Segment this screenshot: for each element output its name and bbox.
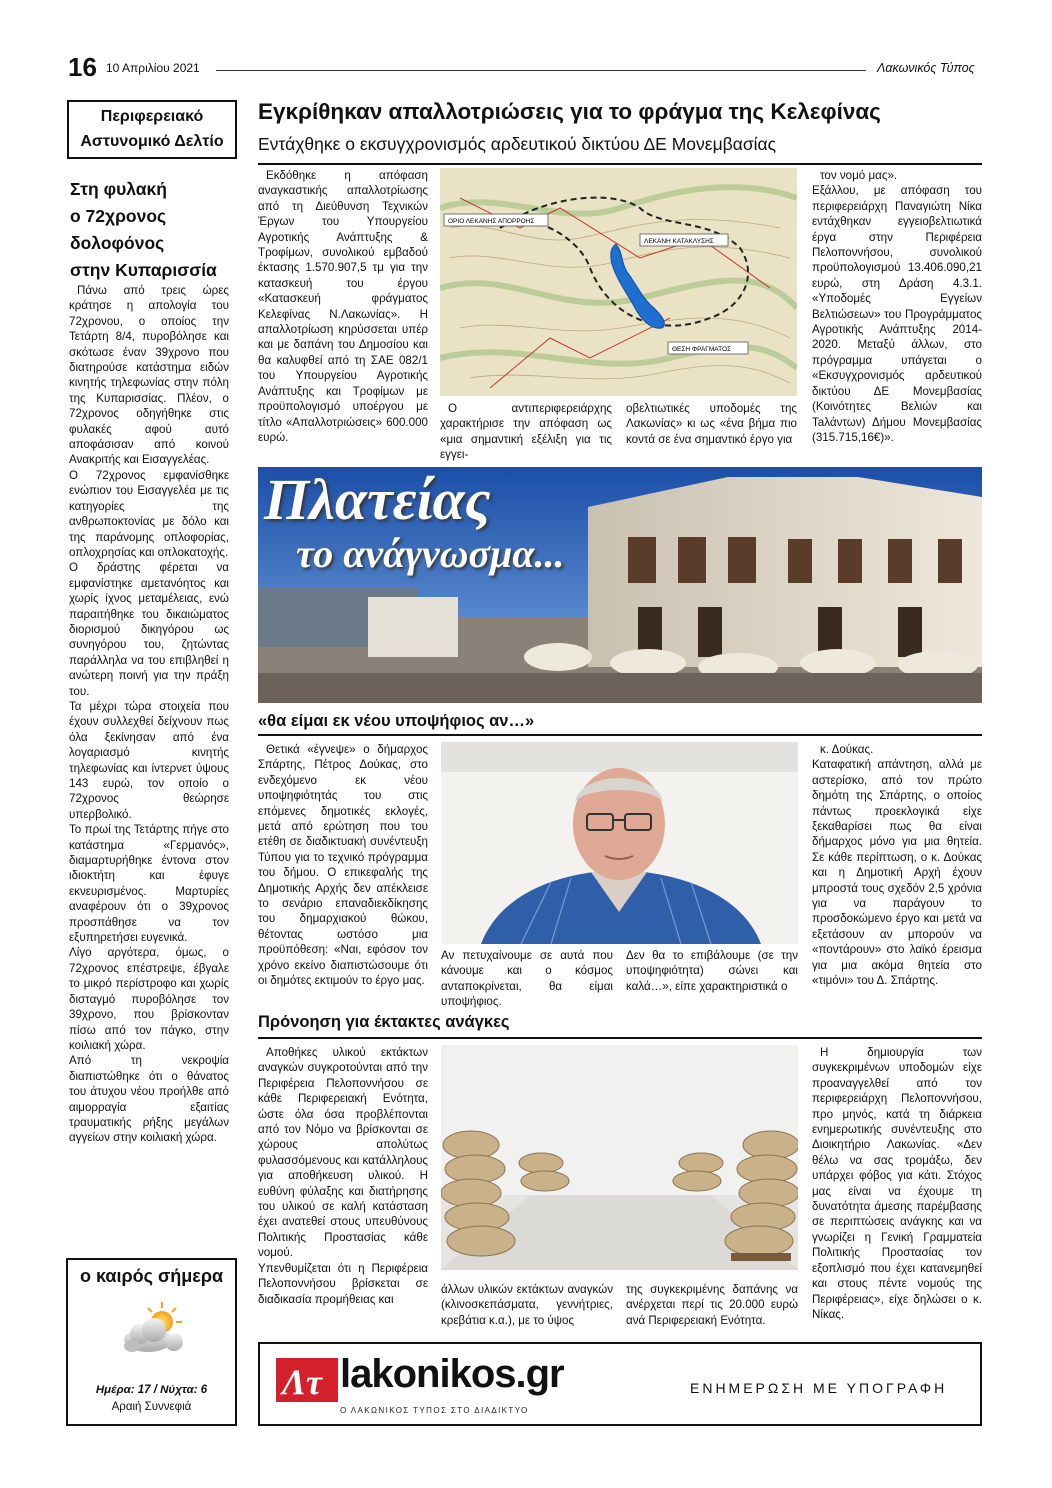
left-headline: Στη φυλακή ο 72χρονος δολοφόνος στην Κυπαρισσία — [70, 179, 217, 280]
article1-caption-left: Ο αντιπεριφερειάρχης χαρακτήρισε την απόφαση ως «μια σημαντική εξέλιξη για τις εγγει- — [440, 402, 612, 462]
article2-col1: Θετικά «έγνεψε» ο δήμαρχος Σπάρτης, Πέτρος Δούκας, στο ενδεχόμενο εκ νέου υποψηφιότητάς του στις επόμενες δημοτικές εκλογές, μετά από ερώτηση που του ετέθη σε διαδικτυακή συνέντευξη Τύπου για το τεχνικό πρόγραμμα του δήμου. Ο επικεφαλής της Δημοτικής Αρχής δεν απέκλεισε το σενάριο επαναδιεκδίκησης του δημαρχιακού θώκου, θέτοντας ωστόσο μια προϋπόθεση: «Ναι, εφόσον τον χρόνο εκείνο διαπιστώσουμε ότι οι δημότες εκτιμούν το έργο μας. — [258, 743, 428, 988]
article1-subheadline: Εντάχθηκε ο εκσυγχρονισμός αρδευτικού δικτύου ΔΕ Μονεμβασίας — [258, 134, 777, 154]
article3-caption-left: άλλων υλικών εκτάκτων αναγκών (κλινοσκεπάσματα, γεννήτριες, κρεβάτια κ.α.), με το ύψος — [441, 1283, 613, 1327]
article2-col3: κ. Δούκας. Καταφατική απάντηση, αλλά με αστερίσκο, από τον πρώτο δημότη της Σπάρτης, ο οποίος πάντως προεκλογικά είχε ξεκαθαρίσει πως θα είναι δήμαρχος μόνο για μια θητεία. Σε κάθε περίπτωση, ο κ. Δούκας και η Δημοτική Αρχή έχουν μπροστά τους σχεδόν 2,5 χρόνια για να παράγουν το προσδοκώμενο έργο και μετά να εξετάσουν αν μπορούν να «ποντάρουν» στο λαϊκό έρεισμα για μια ακόμα θητεία στο «τιμόνι» του Δ. Σπάρτης. — [812, 743, 982, 988]
emergency-warehouse-photo — [441, 1045, 798, 1270]
lakonikos-tagline: Ο ΛΑΚΩΝΙΚΟΣ ΤΥΠΟΣ ΣΤΟ ΔΙΑΔΙΚΤΥΟ — [340, 1406, 529, 1415]
left-article-body: Πάνω από τρεις ώρες κράτησε η απολογία του 72χρονου, ο οποίος την Τετάρτη 8/4, πυροβόλησε και σκότωσε έναν 39χρονο που διατηρούσε κατάστημα ειδών κινητής τηλεφωνίας στην πόλη της Κυπαρισσίας. Πλέον, ο 72χρονος οδηγήθηκε στις φυλακές αφού αυτό αποφάσισαν από κοινού Ανακριτής και Εισαγγελέας. Ο 72χρονος εμφανίσθηκε ενώπιον του Εισαγγελέα με τις κατηγορίες της ανθρωποκτονίας με δόλο και της παράνομης οπλοφορίας, οπλοχρησίας και οπλοκατοχής. Ο δράστης φέρεται να εμφανίστηκε αμετανόητος και χωρίς ίχνος μεταμέλειας, ενώ παραιτήθηκε του δικαιώματος διορισμού δικηγόρου ως συνηγόρου του, ζητώντας παράλληλα να του επιβληθεί η ανώτερη ποινή για την πράξη του. Τα μέχρι τώρα στοιχεία που έχουν συλλεχθεί δείχνουν πως όλα ξεκίνησαν από ένα λογαριασμό κινητής τηλεφωνίας και ίντερνετ ύψους 143 ευρώ, τον οποίο ο 72χρονος θεώρησε υπερβολικό. Το πρωί της Τετάρτης πήγε στο κατάστημα «Γερμανός», διαμαρτυρήθηκε έντονα στον ιδιοκτήτη και έφυγε εκνευρισμένος. Μαρτυρίες αναφέρουν ότι ο 39χρονος προσπάθησε να τον εξυπηρετήσει ευγενικά. Λίγο αργότερα, όμως, ο 72χρονος επέστρεψε, έβγαλε το μικρό περίστροφο και χωρίς δισταγμό πυροβόλησε τον 39χρονο, που βρίσκονταν πίσω από τον πάγκο, στην κοιλιακή χώρα. Από τη νεκροψία διαπιστώθηκε ότι ο θάνατος του άτυχου νέου προήλθε από αιμορραγία εξαιτίας τραυματικής ρήξης μεγάλων αγγείων στην κοιλιακή χώρα. — [69, 284, 229, 1145]
header-rule — [216, 70, 866, 71]
weather-title: ο καιρός σήμερα — [79, 1266, 224, 1286]
article2-caption-left: Αν πετυχαίνουμε σε αυτά που κάνουμε και ο κόσμος ανταποκρίνεται, θα είμαι υποψήφιος. — [441, 949, 613, 1009]
article1-col1: Εκδόθηκε η απόφαση αναγκαστικής απαλλοτρίωσης από τη Διεύθυνση Τεχνικών Έργων του Υπουργείου Αγροτικής Ανάπτυξης & Τροφίμων, συνολικού εμβαδού έκτασης 1.570.907,5 τμ για την κατασκευή του έργου «Κατασκευή φράγματος Κελεφίνας Ν.Λακωνίας». Η απαλλοτρίωση κηρύσσεται υπέρ και με δαπάνη του Δημοσίου και θα καλυφθεί από τη ΣΑΕ 082/1 του Υπουργείου Αγροτικής Ανάπτυξης και Τροφίμων με προϋπολογισμό υποέργου με τίτλο «Απαλλοτριώσεις» 600.000 ευρώ. — [258, 169, 428, 444]
svg-text:Λτ: Λτ — [282, 1362, 322, 1402]
police-bulletin-title: Περιφερειακό Αστυνομικό Δελτίο — [80, 108, 224, 150]
lakonikos-logo-icon — [276, 1358, 338, 1402]
map-label-dam-site: ΘΕΣΗ ΦΡΑΓΜΑΤΟΣ — [672, 346, 732, 353]
dam-area-map — [440, 168, 797, 396]
weather-temps: Ημέρα: 17 / Νύχτα: 6 — [95, 1384, 208, 1396]
banner-subtitle: το ανάγνωσμα... — [296, 531, 565, 576]
article3-col3: Η δημιουργία των συγκεκριμένων υποδομών είχε προαναγγελθεί από τον περιφερειάρχη Πελοποννήσου, προ μηνός, κατά τη διάρκεια ενημερωτικής συνέντευξης στο Διοικητήριο Λακωνίας. «Δεν θέλω να σας τρομάξω, δεν υπάρχει φόβος για κάτι. Στόχος μας είναι να έχουμε τη δυνατότητα άμεσης παρέμβασης σε περιπτώσεις ανάγκης και να γνωρίζει η Γενική Γραμματεία Πολιτικής Προστασίας τον εξοπλισμό που έχει κατανεμηθεί και στους πέντε νομούς της Περιφέρειας», είχε δηλώσει ο κ. Νίκας. — [812, 1046, 982, 1321]
subscription-text: ΕΝΗΜΕΡΩΣΗ ΜΕ ΥΠΟΓΡΑΦΗ — [690, 1380, 948, 1396]
banner-title: Πλατείας — [264, 467, 491, 532]
mayor-portrait-photo — [441, 742, 798, 944]
weather-condition: Αραιή Συννεφιά — [111, 1401, 192, 1413]
article1-col3: τον νομό μας». Εξάλλου, με απόφαση του περιφερειάρχη Παναγιώτη Νίκα εντάχθηκαν εγγειοβελτιωτικά έργα στην Περιφέρεια Πελοποννήσου, συνολικού προϋπολογισμού 13.406.090,21 ευρώ, στη Δράση 4.3.1. «Υποδομές Εγγείων Βελτιώσεων» του Προγράμματος Αγροτικής Ανάπτυξης 2014-2020. Μεταξύ άλλων, στο πρόγραμμα υπάγεται ο «Εκσυγχρονισμός αρδευτικού δικτύου ΔΕ Μονεμβασίας (Κοινότητες Βελιών και Taλάντων) Δήμου Μονεμβασίας (315.715,16€)». — [812, 169, 982, 444]
lakonikos-logo-text: lakonikos.gr — [340, 1352, 564, 1396]
issue-date: 10 Απριλίου 2021 — [106, 61, 200, 75]
article3-caption-right: της συγκεκριμένης δαπάνης να ανέρχεται περί τις 20.000 ευρώ ανά Περιφερειακή Ενότητα. — [626, 1283, 798, 1327]
article1-caption-right: οβελτιωτικές υποδομές της Λακωνίας» κι ως «ένα βήμα πιο κοντά σε ένα σημαντικό έργο για — [626, 402, 797, 446]
article3-col1: Αποθήκες υλικού εκτάκτων αναγκών συγκροτούνται από την Περιφέρεια Πελοποννήσου σε κάθε Περιφερειακή Ενότητα, ώστε όλα όσα προβλέπονται από τον Νόμο να βρίσκονται σε χώρους απολύτως φυλασσόμενους και κατάλληλους για αποθήκευση υλικού. Η ευθύνη φύλαξης και διατήρησης του υλικού σε καλή κατάσταση έχει ανατεθεί στους υπευθύνους Πολιτικής Προστασίας κάθε νομού. Υπενθυμίζεται ότι η Περιφέρεια Πελοποννήσου βρίσκεται σε διαδικασία προμήθειας και — [258, 1046, 428, 1306]
article3-rule — [258, 1037, 982, 1039]
map-label-flood-basin: ΛΕΚΑΝΗ ΚΑΤΑΚΛΥΣΗΣ — [644, 238, 714, 245]
article1-rule — [258, 163, 982, 165]
article2-rule — [258, 734, 982, 736]
article2-caption-right: Δεν θα το επιβάλουμε (σε την υποψηφιότητα) σώνει και καλά…», είπε χαρακτηριστικά ο — [626, 949, 798, 993]
paper-name: Λακωνικός Τύπος — [877, 61, 975, 75]
article2-headline: «θα είμαι εκ νέου υποψήφιος αν…» — [258, 712, 535, 730]
map-label-basin-boundary: ΟΡΙΟ ΛΕΚΑΝΗΣ ΑΠΟΡΡΟΗΣ — [448, 218, 535, 225]
page-number: 16 — [68, 52, 97, 82]
article3-headline: Πρόνοηση για έκτακτες ανάγκες — [258, 1013, 510, 1031]
article1-headline: Εγκρίθηκαν απαλλοτριώσεις για το φράγμα της Κελεφίνας — [258, 99, 881, 124]
partly-cloudy-sun-icon — [118, 1300, 188, 1360]
